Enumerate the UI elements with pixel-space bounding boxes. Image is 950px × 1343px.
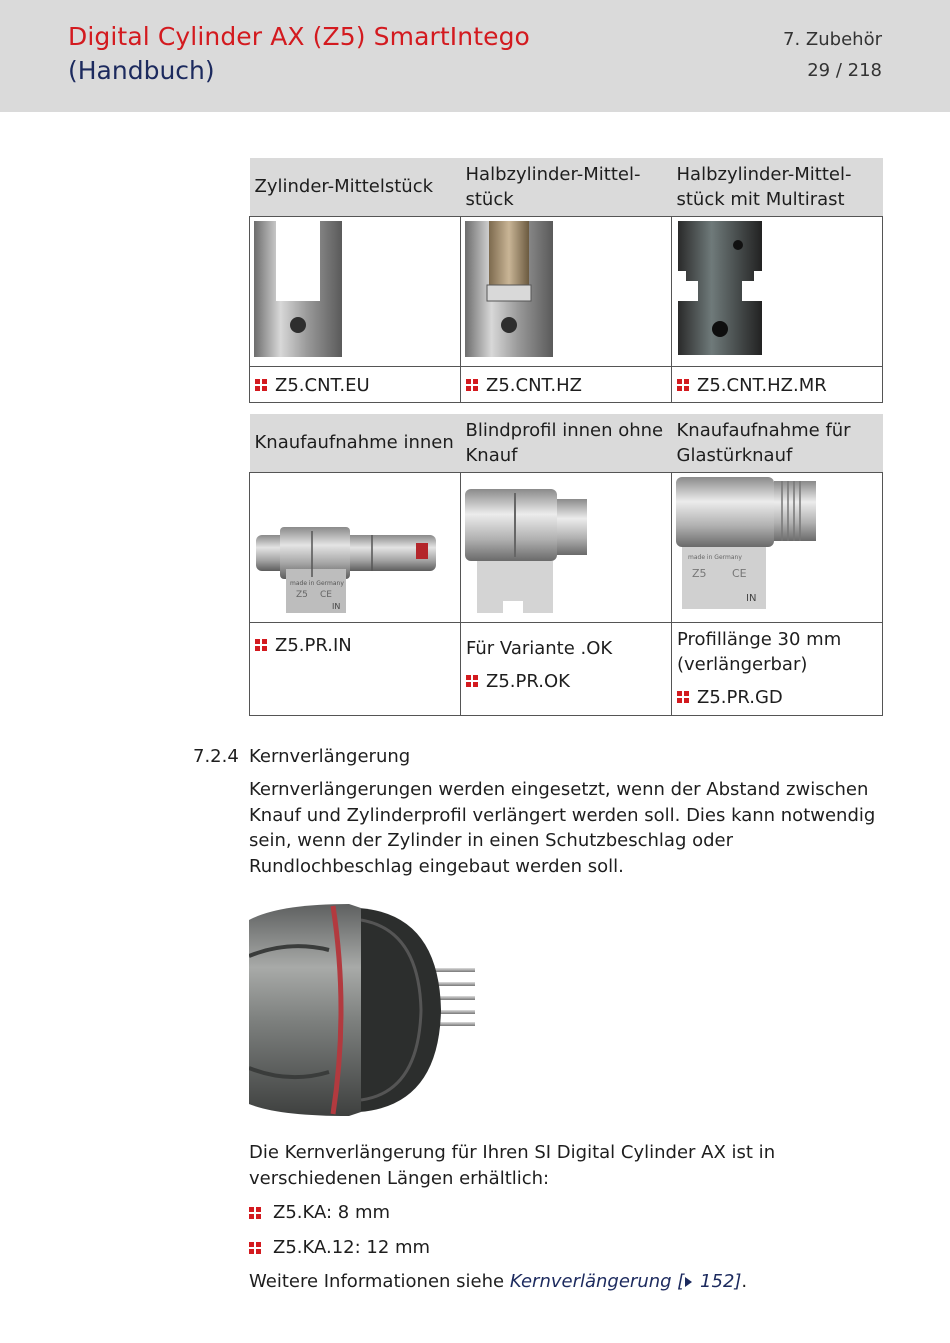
product-code-cell: [672, 366, 883, 402]
table-header-cell: [672, 414, 883, 472]
table-header-cell: [461, 414, 672, 472]
red-bullet-icon: [249, 1207, 261, 1219]
product-code-cell: [250, 366, 461, 402]
product-image-cell: [250, 216, 461, 366]
arrow-right-icon: [685, 1277, 692, 1287]
section-title: Kernverlängerung: [249, 746, 411, 767]
header-text: Knaufaufnahme innen: [254, 432, 454, 454]
red-bullet-icon: [466, 379, 478, 391]
chapter-label: 7. Zubehör: [783, 29, 882, 50]
knob-receptacle-inner-image: [252, 473, 457, 621]
half-cylinder-multirast-image: [676, 221, 776, 361]
product-code-cell: [672, 622, 883, 715]
header-text: Halbzylinder-Mittel- stück: [465, 163, 641, 210]
link-page: 152]: [694, 1271, 742, 1292]
document-title: Digital Cylinder AX (Z5) SmartIntego: [68, 22, 530, 51]
product-code-cell: [461, 366, 672, 402]
length-list: [249, 1195, 430, 1265]
red-bullet-icon: [466, 675, 478, 687]
blind-profile-image: [463, 473, 668, 621]
table-header-cell: [672, 158, 883, 216]
link-text: Kernverlängerung [: [509, 1271, 685, 1292]
product-code-cell: [461, 622, 672, 715]
cylinder-center-piece-image: [254, 221, 354, 361]
red-bullet-icon: [255, 379, 267, 391]
half-cylinder-center-piece-image: [465, 221, 565, 361]
in-label: IN: [332, 601, 341, 611]
more-info-prefix: Weitere Informationen siehe: [249, 1271, 510, 1292]
more-info-suffix: .: [741, 1271, 748, 1292]
accessory-table-2: [249, 414, 883, 716]
accessory-table-1: [249, 158, 883, 403]
product-code: Z5.PR.IN: [275, 634, 352, 656]
ce-label: CE: [732, 566, 747, 580]
red-bullet-icon: [249, 1242, 261, 1254]
table-header-cell: [250, 414, 461, 472]
document-subtitle: (Handbuch): [68, 56, 215, 85]
product-image-cell: [461, 472, 672, 622]
in-label: IN: [746, 592, 757, 604]
list-item-text: Z5.KA: 8 mm: [273, 1202, 391, 1223]
product-code: Z5.PR.GD: [697, 686, 783, 708]
product-code: Z5.CNT.HZ: [486, 374, 582, 396]
glass-door-knob-receptacle-image: [674, 473, 879, 621]
section-number: 7.2.4: [193, 746, 239, 767]
made-in-germany-label: made in Germany: [290, 579, 344, 587]
list-item: [249, 1195, 430, 1230]
red-bullet-icon: [677, 379, 689, 391]
list-item-text: Z5.KA.12: 12 mm: [273, 1237, 431, 1258]
core-extension-image: [249, 900, 481, 1122]
section-paragraph: Kernverlängerungen werden eingesetzt, wenn der Abstand zwischen Knauf und Zylinderprofil verlängert werden soll. Dies kann notwendig sein, wenn der Zylinder in einen Schutzbeschlag oder Rundlochbeschlag eingebaut werden soll.: [249, 779, 876, 877]
product-image-cell: [461, 216, 672, 366]
made-in-germany-label: made in Germany: [688, 553, 742, 561]
header-text: Zylinder-Mittelstück: [254, 176, 434, 198]
more-info-line: [249, 1269, 889, 1295]
red-bullet-icon: [255, 639, 267, 651]
product-code: Z5.CNT.EU: [275, 374, 370, 396]
header-text: Blindprofil innen ohne Knauf: [465, 419, 664, 466]
z5-label: Z5: [296, 589, 308, 600]
page-number: 29 / 218: [807, 60, 882, 81]
product-code: Z5.PR.OK: [486, 670, 570, 692]
product-code-cell: [250, 622, 461, 715]
product-image-cell: [250, 472, 461, 622]
availability-paragraph: Die Kernverlängerung für Ihren SI Digital Cylinder AX ist in verschiedenen Längen erhältlich:: [249, 1142, 776, 1189]
red-bullet-icon: [677, 691, 689, 703]
ce-label: CE: [320, 589, 332, 600]
z5-label: Z5: [692, 566, 707, 580]
profile-length-note: Profillänge 30 mm (verlängerbar): [677, 628, 842, 675]
product-image-cell: [672, 472, 883, 622]
header-text: Halbzylinder-Mittel- stück mit Multirast: [676, 163, 852, 210]
header-text: Knaufaufnahme für Glastürknauf: [676, 419, 851, 466]
page-header: [0, 0, 950, 112]
table-header-cell: [461, 158, 672, 216]
variant-note: Für Variante .OK: [466, 637, 613, 659]
list-item: [249, 1230, 430, 1265]
cross-reference-link[interactable]: [510, 1271, 742, 1292]
table-header-cell: [250, 158, 461, 216]
product-code: Z5.CNT.HZ.MR: [697, 374, 827, 396]
product-image-cell: [672, 216, 883, 366]
